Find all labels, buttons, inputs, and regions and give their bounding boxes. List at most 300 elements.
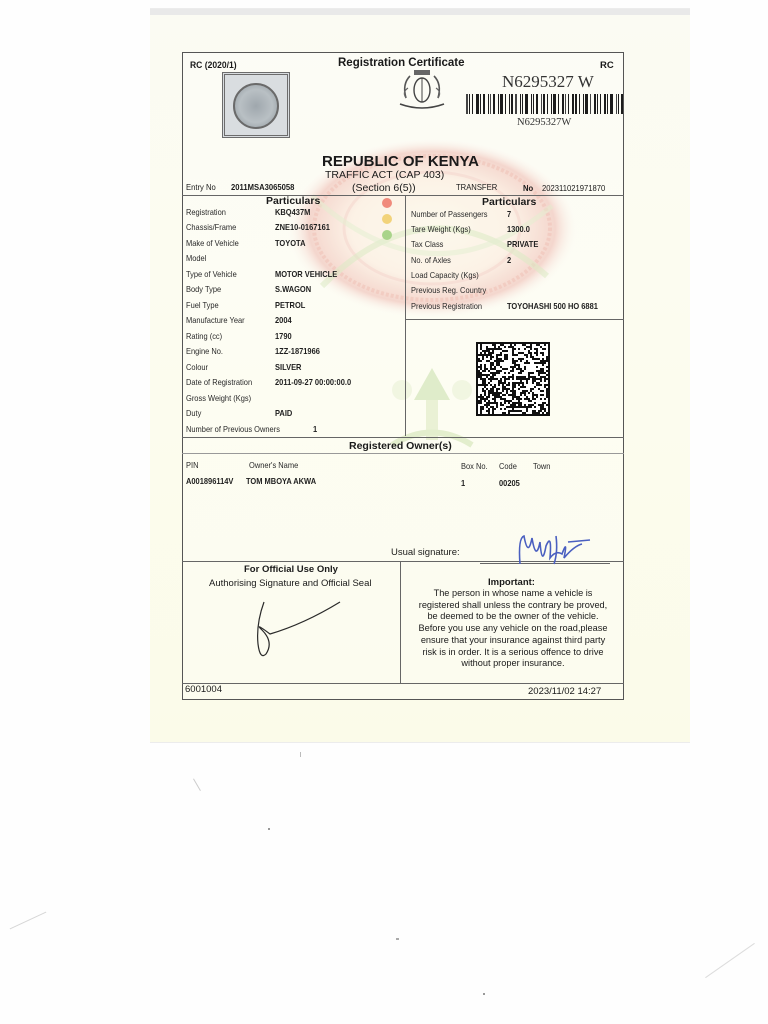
important-line: risk is in order. It is a serious offence to drive bbox=[422, 646, 604, 657]
qr-module bbox=[520, 386, 522, 388]
qr-module bbox=[498, 370, 500, 372]
owners-heading: Registered Owner(s) bbox=[349, 440, 452, 452]
qr-module bbox=[482, 374, 484, 376]
qr-module bbox=[548, 390, 550, 392]
label-chassis: Chassis/Frame bbox=[186, 222, 237, 232]
qr-module bbox=[520, 394, 522, 396]
qr-module bbox=[528, 414, 530, 416]
official-use-subtitle: Authorising Signature and Official Seal bbox=[209, 578, 372, 589]
qr-module bbox=[540, 360, 542, 362]
qr-module bbox=[548, 394, 550, 396]
qr-module bbox=[498, 342, 500, 344]
qr-module bbox=[548, 388, 550, 390]
qr-module bbox=[498, 348, 500, 350]
qr-module bbox=[548, 378, 550, 380]
qr-module bbox=[492, 374, 494, 376]
qr-module bbox=[540, 406, 542, 408]
qr-module bbox=[490, 372, 492, 374]
qr-module bbox=[486, 354, 488, 356]
qr-module bbox=[484, 368, 486, 370]
qr-module bbox=[480, 344, 482, 346]
barcode-bar bbox=[575, 94, 577, 114]
qr-module bbox=[542, 402, 544, 404]
qr-module bbox=[494, 396, 496, 398]
qr-module bbox=[524, 368, 526, 370]
qr-module bbox=[526, 378, 528, 380]
qr-module bbox=[510, 376, 512, 378]
qr-module bbox=[502, 344, 504, 346]
qr-module bbox=[500, 360, 502, 362]
qr-module bbox=[492, 392, 494, 394]
traffic-light-icon bbox=[380, 196, 394, 248]
qr-module bbox=[480, 368, 482, 370]
qr-module bbox=[506, 390, 508, 392]
qr-module bbox=[506, 358, 508, 360]
qr-module bbox=[548, 358, 550, 360]
qr-module bbox=[540, 398, 542, 400]
qr-module bbox=[514, 404, 516, 406]
qr-module bbox=[480, 352, 482, 354]
qr-module bbox=[496, 354, 498, 356]
entry-number: 2011MSA3065058 bbox=[231, 182, 295, 192]
qr-module bbox=[534, 402, 536, 404]
authorising-signature bbox=[244, 594, 344, 664]
qr-module bbox=[534, 362, 536, 364]
qr-module bbox=[546, 394, 548, 396]
qr-module bbox=[498, 346, 500, 348]
qr-module bbox=[476, 404, 478, 406]
barcode-bar bbox=[515, 94, 517, 114]
qr-module bbox=[502, 404, 504, 406]
qr-module bbox=[538, 342, 540, 344]
qr-module bbox=[490, 390, 492, 392]
qr-module bbox=[508, 342, 510, 344]
important-line: ensure that your insurance against third party bbox=[420, 634, 606, 645]
qr-module bbox=[540, 394, 542, 396]
qr-module bbox=[546, 360, 548, 362]
qr-module bbox=[540, 384, 542, 386]
barcode-bar bbox=[498, 94, 499, 114]
qr-module bbox=[532, 396, 534, 398]
qr-module bbox=[486, 404, 488, 406]
qr-module bbox=[486, 356, 488, 358]
qr-module bbox=[518, 372, 520, 374]
qr-module bbox=[492, 402, 494, 404]
qr-module bbox=[492, 372, 494, 374]
qr-module bbox=[528, 392, 530, 394]
col-pin: PIN bbox=[186, 460, 199, 470]
label-engine: Engine No. bbox=[186, 346, 224, 356]
barcode-bar bbox=[472, 94, 473, 114]
barcode-bar bbox=[511, 94, 513, 114]
value-year: 2004 bbox=[275, 315, 292, 325]
qr-module bbox=[492, 342, 494, 344]
qr-module bbox=[530, 406, 532, 408]
qr-module bbox=[536, 358, 538, 360]
qr-module bbox=[522, 358, 524, 360]
barcode-bar bbox=[480, 94, 481, 114]
qr-module bbox=[518, 352, 520, 354]
qr-module bbox=[524, 394, 526, 396]
barcode-bar bbox=[579, 94, 580, 114]
qr-module bbox=[516, 342, 518, 344]
qr-module bbox=[536, 354, 538, 356]
value-fuel: PETROL bbox=[275, 300, 306, 310]
barcode-bar bbox=[618, 94, 619, 114]
qr-module bbox=[494, 384, 496, 386]
qr-module bbox=[484, 394, 486, 396]
qr-module bbox=[516, 406, 518, 408]
barcode-bar bbox=[621, 94, 623, 114]
qr-module bbox=[520, 406, 522, 408]
qr-module bbox=[524, 348, 526, 350]
qr-module bbox=[514, 364, 516, 366]
qr-module bbox=[498, 388, 500, 390]
qr-module bbox=[480, 414, 482, 416]
qr-module bbox=[490, 356, 492, 358]
qr-module bbox=[548, 348, 550, 350]
barcode-bar bbox=[536, 94, 538, 114]
qr-module bbox=[480, 402, 482, 404]
qr-module bbox=[480, 396, 482, 398]
qr-module bbox=[482, 398, 484, 400]
scan-speck bbox=[268, 828, 270, 830]
qr-module bbox=[524, 390, 526, 392]
qr-module bbox=[536, 350, 538, 352]
qr-module bbox=[476, 366, 478, 368]
qr-module bbox=[488, 412, 490, 414]
qr-module bbox=[518, 410, 520, 412]
qr-module bbox=[492, 398, 494, 400]
qr-module bbox=[540, 414, 542, 416]
qr-module bbox=[480, 346, 482, 348]
qr-module bbox=[506, 368, 508, 370]
barcode-bar bbox=[551, 94, 552, 114]
usual-signature-label: Usual signature: bbox=[391, 547, 460, 558]
qr-module bbox=[486, 414, 488, 416]
qr-module bbox=[484, 382, 486, 384]
qr-module bbox=[540, 346, 542, 348]
qr-module bbox=[542, 414, 544, 416]
qr-module bbox=[490, 366, 492, 368]
value-duty: PAID bbox=[275, 408, 293, 418]
qr-module bbox=[532, 392, 534, 394]
qr-module bbox=[500, 344, 502, 346]
qr-module bbox=[530, 352, 532, 354]
qr-module bbox=[486, 368, 488, 370]
qr-module bbox=[536, 396, 538, 398]
qr-module bbox=[496, 404, 498, 406]
qr-module bbox=[542, 412, 544, 414]
qr-module bbox=[538, 344, 540, 346]
qr-module bbox=[518, 400, 520, 402]
qr-module bbox=[538, 388, 540, 390]
qr-module bbox=[488, 352, 490, 354]
qr-module bbox=[548, 342, 550, 344]
qr-module bbox=[512, 374, 514, 376]
qr-module bbox=[522, 342, 524, 344]
qr-module bbox=[514, 396, 516, 398]
qr-module bbox=[534, 358, 536, 360]
qr-module bbox=[548, 402, 550, 404]
qr-module bbox=[506, 342, 508, 344]
qr-module bbox=[476, 350, 478, 352]
label-previous-country: Previous Reg. Country bbox=[411, 285, 487, 295]
qr-module bbox=[506, 354, 508, 356]
qr-module bbox=[518, 364, 520, 366]
qr-module bbox=[544, 414, 546, 416]
value-previous-registration: TOYOHASHI 500 HO 6881 bbox=[507, 301, 598, 311]
qr-module bbox=[476, 380, 478, 382]
qr-module bbox=[514, 402, 516, 404]
qr-module bbox=[546, 414, 548, 416]
qr-module bbox=[548, 354, 550, 356]
qr-module bbox=[498, 384, 500, 386]
qr-module bbox=[482, 354, 484, 356]
qr-module bbox=[514, 344, 516, 346]
qr-module bbox=[486, 350, 488, 352]
qr-module bbox=[512, 382, 514, 384]
transfer-number: 202311021971870 bbox=[542, 183, 606, 193]
qr-module bbox=[536, 342, 538, 344]
qr-module bbox=[526, 346, 528, 348]
particulars-heading-right: Particulars bbox=[482, 196, 537, 208]
qr-module bbox=[532, 378, 534, 380]
qr-module bbox=[538, 370, 540, 372]
qr-module bbox=[476, 402, 478, 404]
qr-module bbox=[508, 400, 510, 402]
qr-module bbox=[480, 374, 482, 376]
qr-module bbox=[536, 394, 538, 396]
qr-module bbox=[534, 342, 536, 344]
qr-module bbox=[484, 354, 486, 356]
label-colour: Colour bbox=[186, 362, 209, 372]
qr-module bbox=[548, 406, 550, 408]
qr-module bbox=[488, 404, 490, 406]
qr-module bbox=[534, 406, 536, 408]
qr-module bbox=[504, 408, 506, 410]
qr-module bbox=[494, 408, 496, 410]
barcode-bar bbox=[541, 94, 542, 114]
qr-module bbox=[536, 366, 538, 368]
qr-module bbox=[504, 358, 506, 360]
qr-module bbox=[548, 346, 550, 348]
qr-module bbox=[540, 376, 542, 378]
qr-module bbox=[548, 400, 550, 402]
qr-module bbox=[482, 358, 484, 360]
qr-module bbox=[548, 368, 550, 370]
scan-speck bbox=[193, 775, 207, 791]
qr-module bbox=[514, 362, 516, 364]
qr-module bbox=[490, 368, 492, 370]
qr-module bbox=[482, 342, 484, 344]
value-colour: SILVER bbox=[275, 362, 302, 372]
qr-module bbox=[482, 350, 484, 352]
column-divider bbox=[400, 561, 401, 683]
qr-module bbox=[506, 406, 508, 408]
qr-module bbox=[528, 352, 530, 354]
col-town: Town bbox=[533, 461, 551, 471]
qr-module bbox=[516, 396, 518, 398]
qr-module bbox=[528, 350, 530, 352]
qr-module bbox=[508, 346, 510, 348]
footer-timestamp: 2023/11/02 14:27 bbox=[528, 686, 602, 697]
value-tax-class: PRIVATE bbox=[507, 239, 539, 249]
qr-module bbox=[492, 412, 494, 414]
qr-module bbox=[512, 358, 514, 360]
official-use-heading: For Official Use Only bbox=[244, 564, 338, 575]
qr-module bbox=[488, 400, 490, 402]
qr-module bbox=[542, 348, 544, 350]
qr-module bbox=[496, 390, 498, 392]
qr-module bbox=[482, 384, 484, 386]
qr-module bbox=[512, 388, 514, 390]
qr-module bbox=[512, 346, 514, 348]
qr-module bbox=[504, 398, 506, 400]
qr-module bbox=[502, 386, 504, 388]
barcode-bar bbox=[466, 94, 468, 114]
qr-module bbox=[476, 414, 478, 416]
qr-module bbox=[514, 390, 516, 392]
qr-module bbox=[542, 352, 544, 354]
qr-module bbox=[536, 382, 538, 384]
label-fuel: Fuel Type bbox=[186, 300, 219, 310]
qr-module bbox=[482, 356, 484, 358]
qr-module bbox=[498, 396, 500, 398]
barcode-bar bbox=[590, 94, 591, 114]
qr-module bbox=[496, 378, 498, 380]
qr-module bbox=[484, 390, 486, 392]
qr-module bbox=[502, 376, 504, 378]
qr-module bbox=[518, 388, 520, 390]
qr-module bbox=[540, 362, 542, 364]
qr-module bbox=[524, 386, 526, 388]
qr-module bbox=[540, 368, 542, 370]
qr-module bbox=[528, 378, 530, 380]
qr-module bbox=[522, 352, 524, 354]
important-line: be deemed to be the owner of the vehicle. bbox=[427, 611, 599, 622]
qr-module bbox=[494, 392, 496, 394]
divider bbox=[182, 453, 624, 454]
owner-pin: A001896114V bbox=[186, 476, 234, 486]
qr-module bbox=[496, 356, 498, 358]
qr-module bbox=[494, 378, 496, 380]
qr-module bbox=[506, 384, 508, 386]
qr-module bbox=[528, 376, 530, 378]
qr-module bbox=[476, 400, 478, 402]
qr-module bbox=[476, 388, 478, 390]
qr-module bbox=[504, 388, 506, 390]
qr-module bbox=[512, 378, 514, 380]
qr-module bbox=[548, 398, 550, 400]
barcode-bar bbox=[522, 94, 523, 114]
qr-module bbox=[512, 354, 514, 356]
qr-module bbox=[512, 352, 514, 354]
qr-module bbox=[536, 378, 538, 380]
qr-module bbox=[546, 396, 548, 398]
qr-module bbox=[538, 382, 540, 384]
qr-module bbox=[480, 384, 482, 386]
qr-module bbox=[478, 384, 480, 386]
qr-module bbox=[514, 386, 516, 388]
qr-module bbox=[480, 360, 482, 362]
qr-module bbox=[476, 412, 478, 414]
qr-module bbox=[492, 394, 494, 396]
qr-module bbox=[526, 360, 528, 362]
qr-module bbox=[514, 406, 516, 408]
qr-module bbox=[476, 394, 478, 396]
barcode-bar bbox=[525, 94, 528, 114]
divider bbox=[182, 195, 624, 196]
value-rating: 1790 bbox=[275, 331, 292, 341]
divider bbox=[182, 683, 624, 684]
qr-module bbox=[542, 376, 544, 378]
qr-module bbox=[528, 398, 530, 400]
qr-module bbox=[512, 348, 514, 350]
qr-module bbox=[516, 398, 518, 400]
qr-module bbox=[536, 352, 538, 354]
qr-module bbox=[526, 406, 528, 408]
qr-module bbox=[506, 388, 508, 390]
qr-module bbox=[504, 368, 506, 370]
qr-module bbox=[530, 404, 532, 406]
qr-module bbox=[484, 364, 486, 366]
entry-label: Entry No bbox=[186, 182, 216, 192]
qr-module bbox=[544, 410, 546, 412]
qr-module bbox=[520, 368, 522, 370]
qr-module bbox=[530, 354, 532, 356]
barcode-bar bbox=[610, 94, 613, 114]
footer-code: 6001004 bbox=[185, 684, 222, 695]
qr-module bbox=[490, 354, 492, 356]
scan-speck bbox=[396, 938, 399, 940]
qr-module bbox=[510, 400, 512, 402]
qr-module bbox=[502, 414, 504, 416]
qr-module bbox=[490, 342, 492, 344]
qr-module bbox=[526, 396, 528, 398]
qr-module bbox=[506, 356, 508, 358]
qr-module bbox=[476, 374, 478, 376]
qr-module bbox=[512, 362, 514, 364]
qr-module bbox=[480, 366, 482, 368]
qr-module bbox=[526, 362, 528, 364]
qr-module bbox=[522, 390, 524, 392]
label-axles: No. of Axles bbox=[411, 255, 451, 265]
qr-module bbox=[496, 388, 498, 390]
qr-module bbox=[494, 402, 496, 404]
qr-module bbox=[548, 414, 550, 416]
qr-module bbox=[500, 370, 502, 372]
qr-module bbox=[546, 342, 548, 344]
qr-module bbox=[492, 414, 494, 416]
qr-module bbox=[548, 380, 550, 382]
qr-module bbox=[512, 360, 514, 362]
qr-module bbox=[518, 348, 520, 350]
owner-code: 00205 bbox=[499, 478, 520, 488]
qr-module bbox=[524, 378, 526, 380]
qr-module bbox=[546, 356, 548, 358]
qr-module bbox=[492, 390, 494, 392]
qr-module bbox=[510, 342, 512, 344]
qr-module bbox=[514, 342, 516, 344]
important-heading: Important: bbox=[488, 577, 535, 588]
qr-module bbox=[520, 352, 522, 354]
qr-module bbox=[544, 380, 546, 382]
qr-module bbox=[492, 376, 494, 378]
qr-module bbox=[478, 360, 480, 362]
qr-module bbox=[534, 398, 536, 400]
qr-module bbox=[488, 402, 490, 404]
